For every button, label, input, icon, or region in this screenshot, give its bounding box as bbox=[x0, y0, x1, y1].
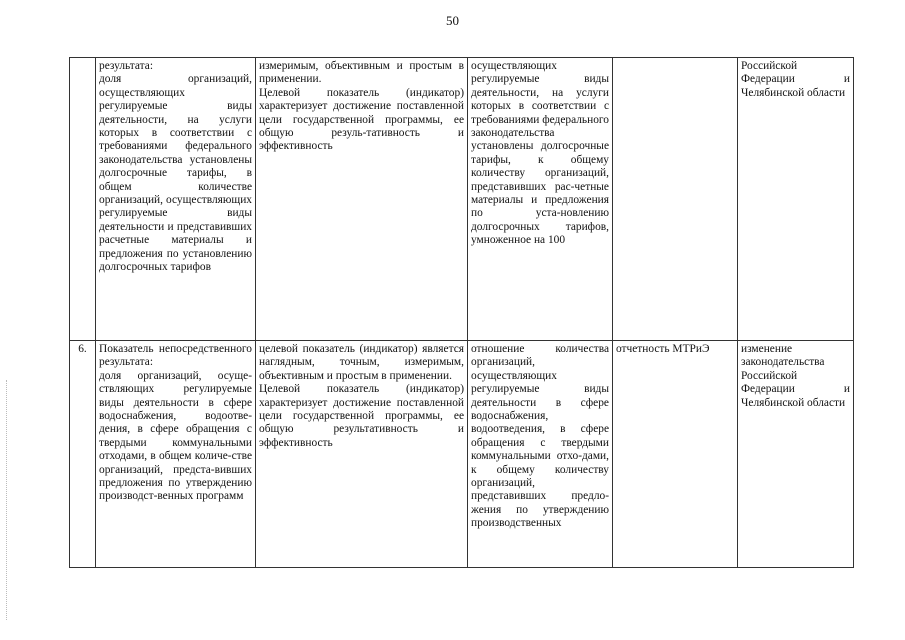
indicator-text: результата: доля организаций, осуществляющих регулируемые виды деятельности, на услуги которых в соответствии с требованиями федерального законодательства установлены долгосрочные тарифы, в общем количестве организаций, осуществляющих регулируемые виды деятельности и представивших расчетные материалы и предложения по установлению долгосрочных тарифов bbox=[99, 60, 252, 274]
row-number: 6. bbox=[78, 343, 87, 355]
method-text: осуществляющих регулируемые виды деятельности, на услуги которых в соответствии с требованиями федерального законодательства установлены долгосрочные тарифы, к общему количеству организаций, представивших рас-четные материалы и предложения по уста-новлению долгосрочных тарифов, умноженное на 100 bbox=[471, 60, 609, 247]
table-row bbox=[70, 58, 854, 341]
method-text: отношение количества организаций, осуществляющих регулируемые виды деятельности в сфере водоснабжения, водоотведения, в сфере обращения с твердыми коммунальными отхо-дами, к общему количеству организаций, представивших предло-жения по утверждению производственных bbox=[471, 343, 609, 530]
justification-cell bbox=[256, 341, 468, 568]
indicator-cell bbox=[96, 341, 256, 568]
row-number-cell bbox=[70, 341, 96, 568]
source-text: отчетность МТРиЭ bbox=[616, 343, 710, 355]
change-text: Российской Федерации и Челябинской области bbox=[741, 60, 850, 99]
method-cell bbox=[468, 341, 613, 568]
margin-scan-line bbox=[6, 380, 8, 620]
row-number-cell bbox=[70, 58, 96, 341]
page-number: 50 bbox=[446, 13, 459, 28]
source-cell bbox=[613, 341, 738, 568]
change-text: изменение законодательства Российской Федерации и Челябинской области bbox=[741, 343, 850, 409]
table-row bbox=[70, 341, 854, 568]
indicators-table bbox=[69, 57, 854, 568]
source-cell bbox=[613, 58, 738, 341]
justification-text: измеримым, объективным и простым в применении. Целевой показатель (индикатор) характеризует достижение поставленной цели государственной программы, ее общую резуль-тативность и эффективность bbox=[259, 60, 464, 153]
justification-cell bbox=[256, 58, 468, 341]
method-cell bbox=[468, 58, 613, 341]
justification-text: целевой показатель (индикатор) является наглядным, точным, измеримым, объективным и простым в применении. Целевой показатель (индикатор) характеризует достижение поставленной цели государственной программы, ее общую результативность и эффективность bbox=[259, 343, 464, 449]
indicator-cell bbox=[96, 58, 256, 341]
change-cell bbox=[738, 58, 854, 341]
change-cell bbox=[738, 341, 854, 568]
indicator-text: Показатель непосредственного результата: доля организаций, осуще-ствляющих регулируемые виды деятельности в сфере водоснабжения, водоотве-дения, в сфере обращения с твердыми коммунальными отходами, в общем количе-стве организаций, предста-вивших предложения по утверждению производст-венных программ bbox=[99, 343, 252, 503]
